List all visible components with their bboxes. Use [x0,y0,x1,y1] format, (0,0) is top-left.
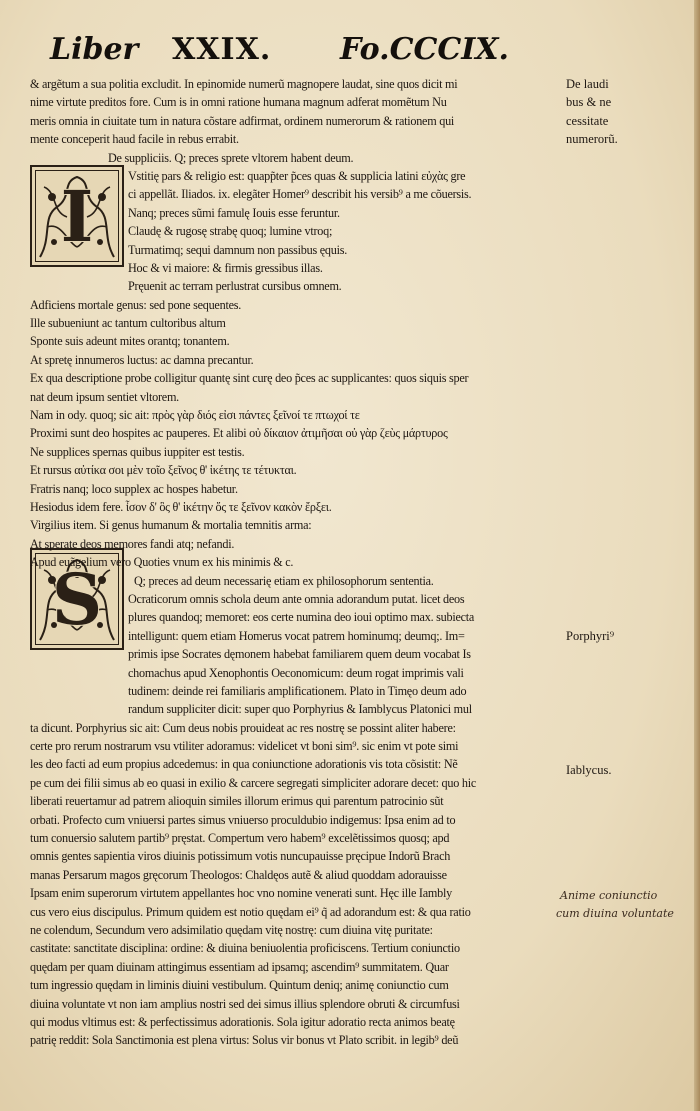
text-line: tudinem: deinde rei familiaris amplificationem. Plato in Timęo deum ado [128,683,467,698]
margin-note-line: cessitate [566,113,609,128]
margin-note-line: bus & ne [566,95,612,110]
text-line: chomachus apud Xenophontis Oeconomicum: deum rogat imprimis vali [128,665,464,680]
text-line: omnis gentes sapientia viros diuinis potissimum votis nuncupauisse pręcipue Indorũ Brach [30,849,451,864]
text-line: plures quandoq; memoret: eos certe numina deo ioui optimo max. subiecta [128,610,475,625]
drop-cap-letter: S [51,557,103,641]
margin-note-line: numerorũ. [566,132,618,147]
text-line: liberati reuertamur ad patrem alioquin similes illorum erimus qui parentum patrocinio sũt [30,794,444,809]
text-line: tum conuersio salutem partib⁹ pręstat. Compertum vero habem⁹ excelẽtissimos quosq; apd [30,831,450,846]
margin-note-line: De laudi [566,77,609,91]
section-heading: Q; preces ad deum necessarię etiam ex philosophorum sententia. [134,573,434,588]
verse-line: Adficiens mortale genus: sed pone sequentes. [30,297,242,312]
verse-line: Hoc & vi maiore: & firmis gressibus illas. [128,260,323,275]
text-line: castitate: sanctitate disciplina: ordine: & diuina beniuolentia proficiscens. Tertium coniunctio [30,941,460,956]
text-line: les deo facti ad eum propius adcedemus: in qua coniunctione adorationis vis tota cõsistit: Nẽ [30,757,458,772]
text-line: Ex qua descriptione probe colligitur quantę sint curę deo p̃ces ac supplicantes: quos siquis sper [30,371,469,386]
handwritten-annotation-line-1: Anime coniunctio [560,889,658,902]
text-line: meris omnia in ciuitate tum in natura cõstare adfirmat, ordinem numerorum & rationem qui [30,113,455,128]
text-line: primis ipse Socrates dęmonem habebat familiarem quem deum vocabat Is [128,647,471,662]
verse-line: Sponte suis adeunt mites orantq; tonantem. [30,334,230,349]
text-line: ne colendum, Secundum vero adsimilatio quędam vitę nostrę: cum diuina vitę puritate: [30,922,433,937]
header-liber: Liber [50,32,139,67]
running-header [0,30,700,76]
text-line: diuina voluntate vt non iam amplius nostri sed dei simus illius splendore obruti & circumfusi [30,996,460,1011]
text-line: certe pro rerum nostrarum vsu vtiliter adoramus: videlicet vt boni sim⁹. sic enim vt pote simi [30,739,459,754]
margin-note-iamblycus: Iablycus. [566,763,612,777]
text-line: patrię reddit: Sola Sanctimonia est plena virtus: Solus vir bonus vt Plato scribit. in legib⁹ deũ [30,1033,459,1048]
text-line: Hesiodus idem fere. ἶσον δ' ὃς θ' ἱκέτην ὅς τε ξεῖνον κακὸν ἔρξει. [30,499,332,514]
text-line: Ipsam enim superorum virtutem appellantes hoc vno nomine venerati sunt. Hęc ille Iambly [30,886,452,901]
text-line: manas Persarum magos gręcorum Theologos: Chaldęos autẽ & aliud quoddam adorauisse [30,867,447,882]
text-line: qui modus vltimus est: & perfectissimus adorationis. Sola igitur adoratio recta animos beatę [30,1014,455,1029]
drop-cap-letter: I [60,174,94,258]
margin-note-porphyrius: Porphyri⁹ [566,629,615,643]
header-folio: Fo.CCCIX. [340,32,509,67]
text-line: Vstitię pars & religio est: quapp̃ter p̃ces quas & supplicia latini εὐχὰς gre [128,168,466,183]
margin-note-de-laudibus [566,75,618,149]
text-line: nat deum ipsum sentiet vltorem. [30,389,179,404]
text-line: intelligunt: quem etiam Homerus vocat patrem hominumq; deumq;. Im= [128,628,465,643]
text-line: randum suppliciter dicit: super quo Porphyrius & Iamblycus Platonici mul [128,702,472,717]
verse-line: Pręuenit ac terram perlustrat cursibus omnem. [128,279,342,294]
verse-line: At spretę innumeros luctus: ac damna precantur. [30,352,254,367]
text-line: tum ingressio quędam in liminis diuini vestibulum. Quintum deniq; animę coniunctio cum [30,978,449,993]
text-line: Apud euãgelium vero Quoties vnum ex his minimis & c. [30,555,294,570]
verse-line: Ille subueniunt ac tantum cultoribus altum [30,316,226,331]
handwritten-annotation-line-2: cum diuina voluntate [556,907,674,920]
header-book-number: XXIX. [172,32,272,67]
text-line: Fratris nanq; loco supplex ac hospes habetur. [30,481,238,496]
verse-line: Claudę & rugosę strabę quoq; lumine vtroq; [128,224,333,239]
text-line: mente conceperit haud facile in rebus errabit. [30,132,239,147]
text-line: Et rursus αὐτίκα σοι μὲν τοῖο ξεῖνος θ' ἱκέτης τε τέτυκται. [30,463,297,478]
text-line: & argẽtum a sua politia excludit. In epinomide numerũ magnopere laudat, sine quos dicit mi [30,77,458,91]
body-text [30,75,560,1050]
text-line: orbati. Profecto cum vniuersi partes simus vniuerso proculdubio indigemus: Ipsa enim ad to [30,812,456,827]
text-line: Ne supplices spernas quibus iuppiter est testis. [30,444,245,459]
section-heading: De suppliciis. Q; preces sprete vltorem habent deum. [108,150,354,165]
page-edge [694,0,700,1111]
text-line: Nam in ody. quoq; sic ait: πρὸς γὰρ διός εἰσι πάντες ξεῖνοί τε πτωχοί τε [30,408,360,423]
text-line: At sperate deos memores fandi atq; nefandi. [30,536,235,551]
verse-line: Turmatimq; sequi damnum non passibus ęquis. [128,242,348,257]
text-line: cus vero eius discipulus. Primum quidem est notio quędam ei⁹ q̃ ad adorandum est: & qua ratio [30,904,471,919]
text-line: ci appellãt. Iliados. ix. elegãter Homer⁹ describit his versib⁹ a me cõuersis. [128,187,472,202]
text-line: quędam per quam diuinam attingimus essentiam ad ipsamq; ascendim⁹ summitatem. Quar [30,959,449,974]
text-line: ta dicunt. Porphyrius sic ait: Cum deus nobis prouideat ac res nostrę se possint aliter habere: [30,720,456,735]
verse-line: Nanq; preces sũmi famulę Iouis esse feruntur. [128,205,340,220]
text-line: Proximi sunt deo hospites ac pauperes. Et alibi οὐ δίκαιον ἀτιμῆσαι οὐ γὰρ ζεὺς μάρτυρος [30,426,448,441]
text-line: nime virtute preditos fore. Cum is in omni ratione humana magnum adferat momẽtum Nu [30,95,447,110]
text-line: Virgilius item. Si genus humanum & mortalia temnitis arma: [30,518,312,533]
text-line: Ocraticorum omnis schola deum ante omnia adorandum putat. licet deos [128,591,465,606]
text-line: pe cum dei filii simus ab eo quasi in exilio & carcere segregati simpliciter adorare decet: quo hic [30,775,476,790]
